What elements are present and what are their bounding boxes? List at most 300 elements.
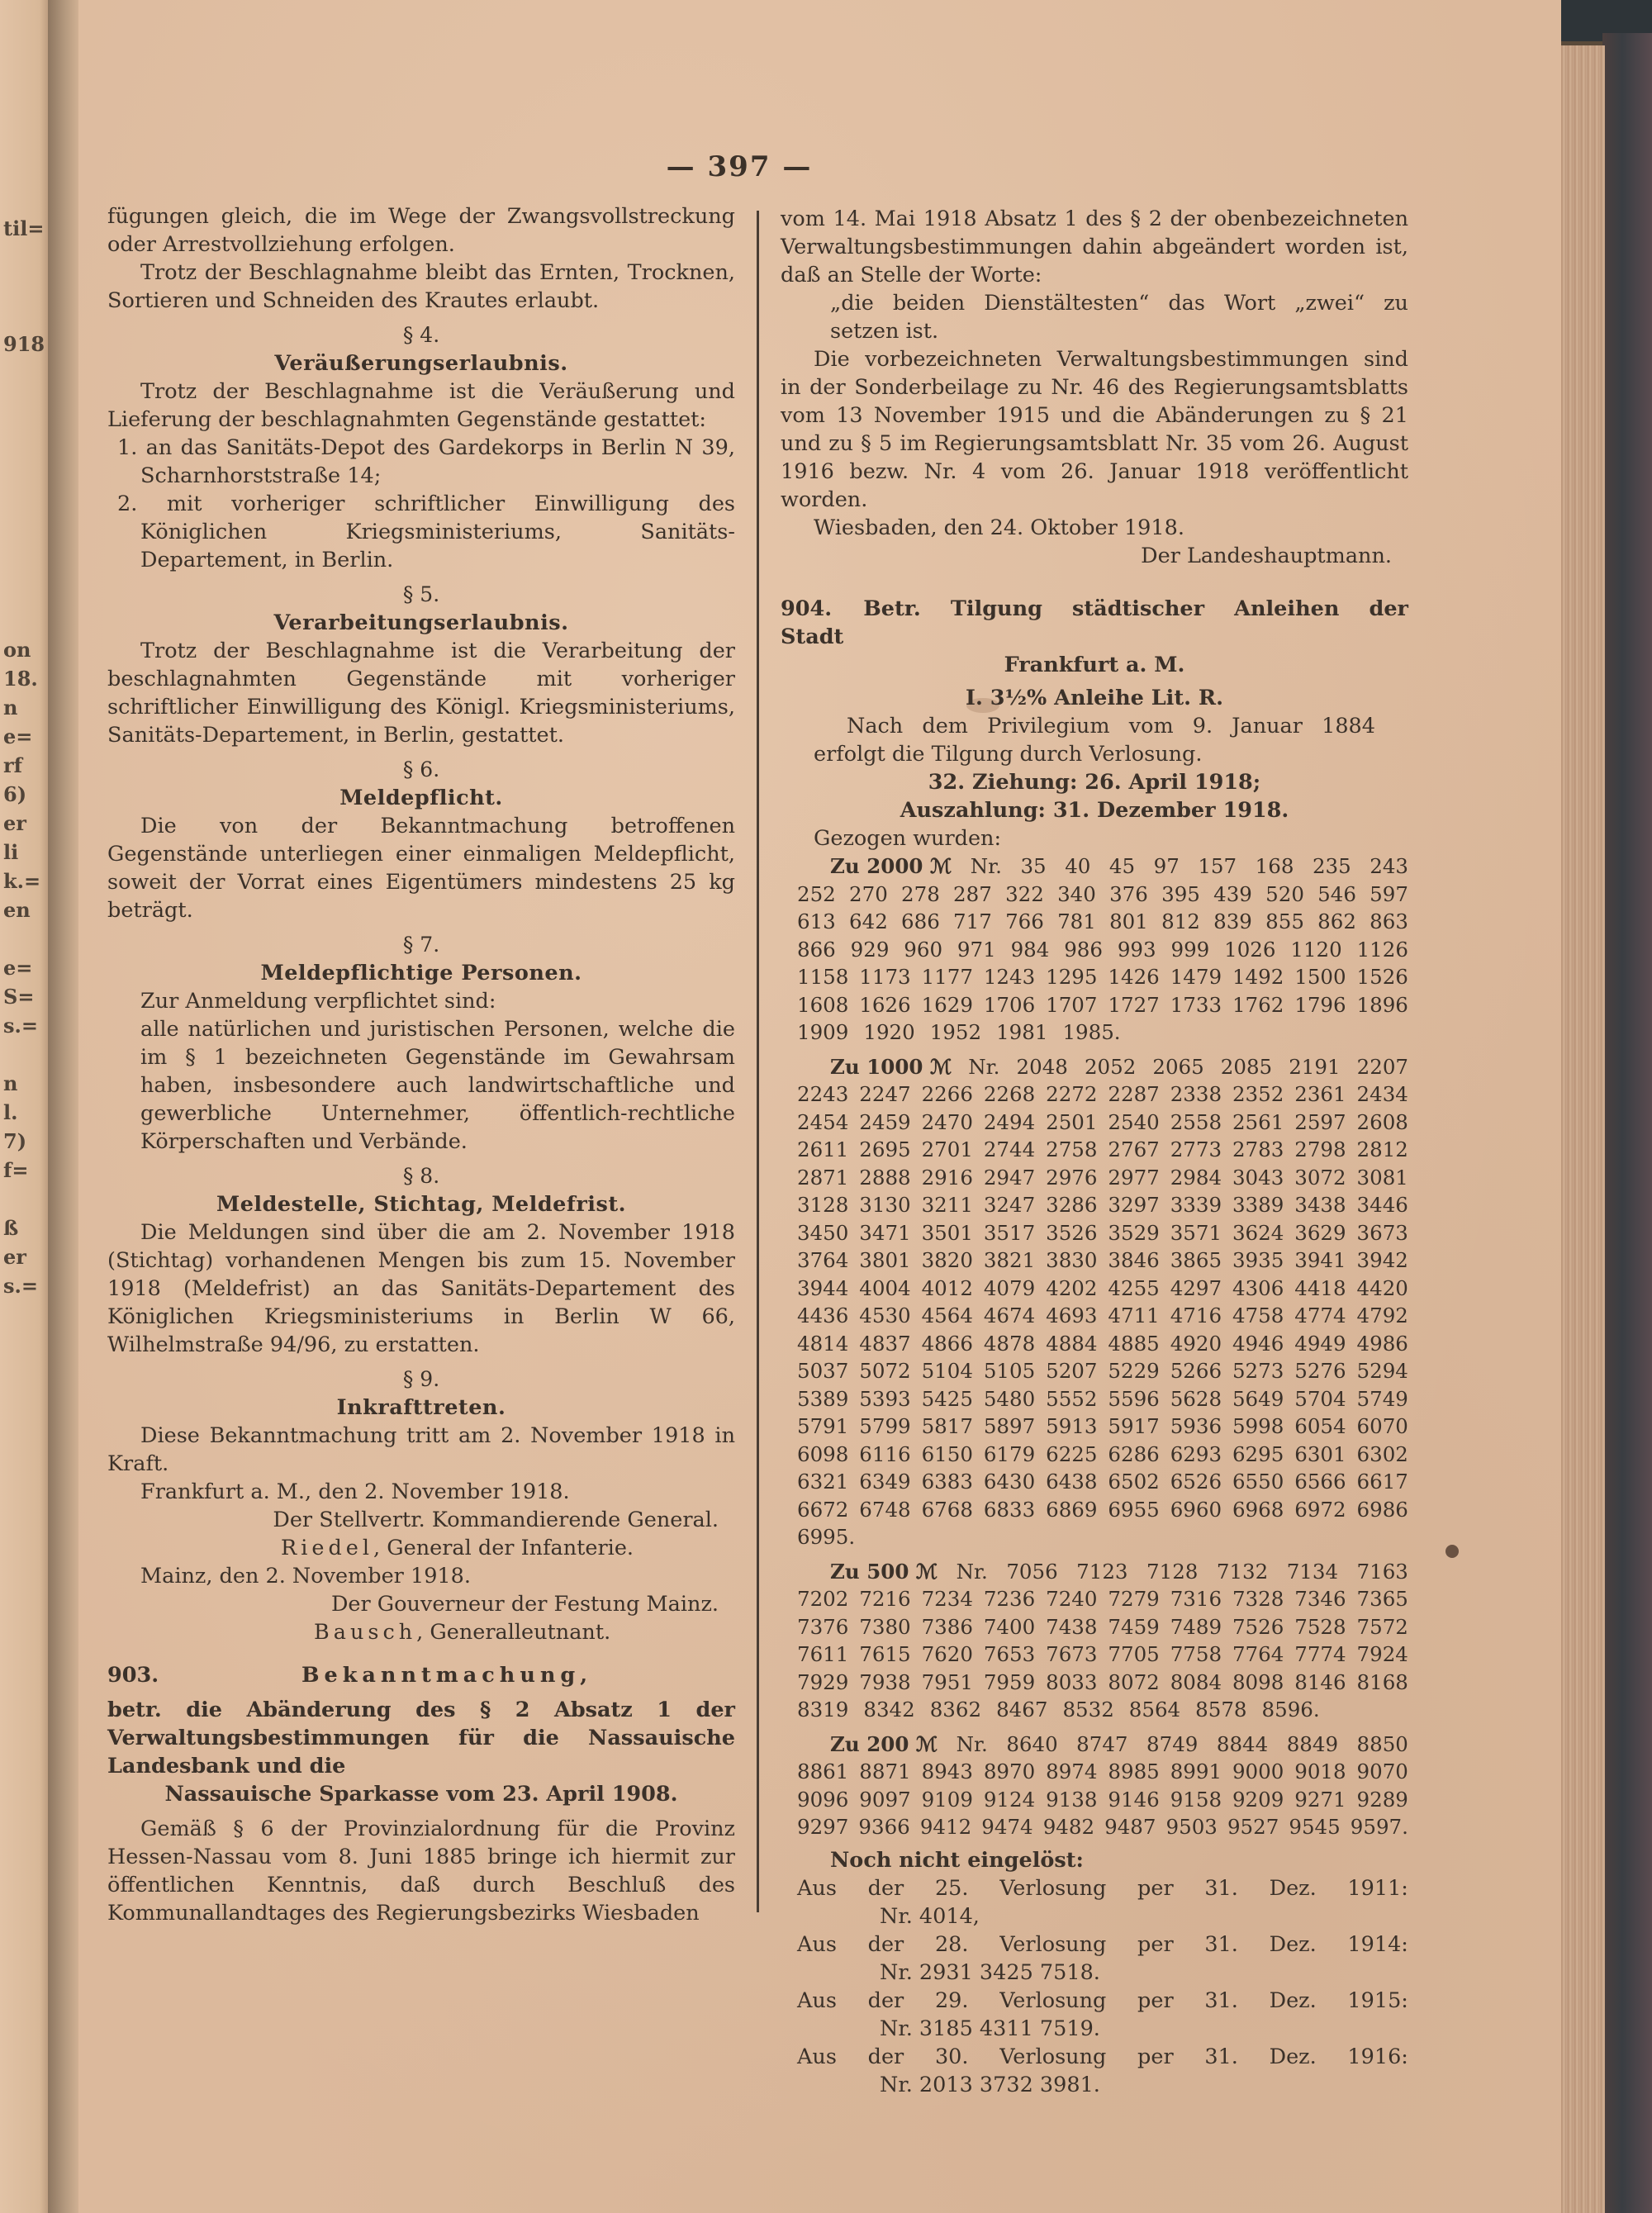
- drawn-number: 8985: [1108, 1759, 1160, 1783]
- drawn-number: 7938: [859, 1669, 911, 1694]
- drawn-number: 2207: [1356, 1054, 1408, 1079]
- drawn-number: 9545: [1289, 1815, 1341, 1839]
- outstanding-item: [781, 2043, 1408, 2099]
- outstanding-word: 1915:: [1347, 1987, 1408, 2013]
- drawn-numbers: [781, 852, 1408, 1841]
- drawn-number: 971: [957, 937, 996, 962]
- outstanding-word: Verlosung: [999, 1931, 1107, 1957]
- nr-label: Nr.: [968, 1054, 1000, 1079]
- drawn-number: 839: [1213, 909, 1252, 933]
- outstanding-word: 1914:: [1347, 1931, 1408, 1957]
- section-title: Veräußerungserlaubnis.: [274, 351, 568, 376]
- denomination-group: [781, 1558, 1408, 1724]
- drawn-number: 5936: [1170, 1414, 1222, 1438]
- drawn-number: 3450: [797, 1220, 849, 1245]
- drawn-number: 1727: [1108, 992, 1160, 1017]
- margin-fragment: e=: [3, 956, 33, 980]
- outstanding-word: 1911:: [1347, 1875, 1408, 1901]
- drawn-number: 3801: [859, 1248, 911, 1272]
- drawn-number: 2191: [1289, 1054, 1341, 1079]
- section-text: Die von der Bekanntmachung betroffenen Gegenstände unterliegen einer einmaligen Meldepflicht, soweit der Vorrat eines Eigentümers mindestens 25 kg beträgt.: [107, 814, 735, 923]
- drawn-number: 7134: [1286, 1559, 1339, 1584]
- number-row: [781, 1136, 1408, 1164]
- drawn-number: 6768: [921, 1497, 973, 1522]
- drawn-number: 8849: [1286, 1731, 1339, 1756]
- signer-name: Riedel: [281, 1536, 374, 1560]
- outstanding-word: 28.: [934, 1931, 969, 1957]
- drawn-number: 3942: [1356, 1248, 1408, 1272]
- drawn-number: 2812: [1356, 1137, 1408, 1161]
- section-number: § 7.: [402, 933, 440, 957]
- drawn-number: 5704: [1294, 1386, 1346, 1411]
- drawn-number: 270: [849, 881, 888, 906]
- book-spine: [1602, 33, 1652, 2213]
- drawn-number: 9597.: [1350, 1815, 1408, 1839]
- margin-fragment: li: [3, 840, 19, 864]
- drawn-number: 3438: [1294, 1193, 1346, 1217]
- drawn-number: 7386: [921, 1614, 973, 1639]
- drawn-number: 5276: [1294, 1359, 1346, 1383]
- drawn-number: 8319: [797, 1698, 849, 1721]
- drawn-number: 5628: [1170, 1386, 1222, 1411]
- drawn-number: 8991: [1170, 1759, 1222, 1783]
- drawn-number: 3517: [983, 1220, 1036, 1245]
- drawn-number: 5389: [797, 1386, 849, 1411]
- continuation-text: vom 14. Mai 1918 Absatz 1 des § 2 der obenbezeichneten Verwaltungsbestimmungen dahin abgeändert worden ist, daß an Stelle der Worte:: [781, 207, 1408, 287]
- intro-text: fügungen gleich, die im Wege der Zwangsvollstreckung oder Arrestvollziehung erfolgen.: [107, 204, 735, 257]
- margin-fragment: n: [3, 1071, 18, 1095]
- drawn-number: 252: [797, 881, 836, 906]
- drawn-number: 9209: [1232, 1787, 1284, 1812]
- drawn-number: 1733: [1170, 992, 1222, 1017]
- outstanding-word: Aus: [797, 2044, 837, 2069]
- drawn-number: 97: [1153, 854, 1180, 878]
- drawn-number: 8362: [929, 1698, 982, 1721]
- outstanding-word: 29.: [934, 1987, 969, 2013]
- drawn-number: 395: [1161, 881, 1200, 906]
- outstanding-word: 31.: [1204, 1875, 1238, 1901]
- drawn-number: 3935: [1232, 1248, 1284, 1272]
- drawn-number: 157: [1198, 854, 1237, 878]
- drawn-number: 4986: [1356, 1331, 1408, 1356]
- drawn-number: 5425: [921, 1386, 973, 1411]
- section-number: § 5.: [402, 582, 440, 606]
- drawn-number: 7673: [1046, 1642, 1098, 1666]
- drawn-number: 4306: [1232, 1275, 1284, 1300]
- drawn-number: 7132: [1216, 1559, 1269, 1584]
- drawn-number: 3673: [1356, 1220, 1408, 1245]
- drawn-number: 2947: [983, 1165, 1036, 1190]
- drawn-number: 6672: [797, 1497, 849, 1522]
- column-divider: [757, 211, 759, 1912]
- previous-page-edge: [0, 0, 50, 2213]
- outstanding-word: Verlosung: [999, 1875, 1107, 1901]
- drawn-number: 5037: [797, 1359, 849, 1383]
- privilege-text: Nach dem Privilegium vom 9. Januar 1884 erfolgt die Tilgung durch Verlosung.: [814, 714, 1375, 767]
- number-row: [781, 1523, 1408, 1551]
- drawn-number: 2558: [1170, 1109, 1222, 1134]
- margin-fragment: s.=: [3, 1014, 38, 1038]
- number-row: [781, 1109, 1408, 1137]
- drawn-number: 5229: [1108, 1359, 1160, 1383]
- loan-title: I. 3½% Anleihe Lit. R.: [966, 686, 1223, 710]
- drawn-number: 9412: [919, 1815, 972, 1839]
- drawn-number: 287: [953, 881, 992, 906]
- drawn-number: 1500: [1294, 965, 1346, 989]
- drawn-number: 8974: [1046, 1759, 1098, 1783]
- drawn-number: 5273: [1232, 1359, 1284, 1383]
- drawn-number: 4418: [1294, 1275, 1346, 1300]
- drawn-number: 5480: [983, 1386, 1036, 1411]
- drawn-number: 235: [1312, 854, 1351, 878]
- entry-number: 903.: [107, 1663, 159, 1688]
- drawn-number: 4564: [921, 1304, 973, 1327]
- drawn-number: 2243: [797, 1082, 849, 1106]
- drawn-number: 4946: [1232, 1331, 1284, 1356]
- margin-fragment: rf: [3, 753, 22, 777]
- drawn-number: 3624: [1232, 1220, 1284, 1245]
- drawn-label: Gezogen wurden:: [814, 826, 1002, 851]
- drawn-number: 1707: [1046, 992, 1098, 1017]
- drawn-number: 243: [1370, 854, 1408, 878]
- drawn-number: 6869: [1046, 1497, 1098, 1522]
- drawn-number: 5072: [859, 1359, 911, 1383]
- margin-fragment: en: [3, 898, 31, 922]
- drawn-number: 546: [1317, 881, 1356, 906]
- drawn-number: 8640: [1006, 1731, 1058, 1756]
- nr-label: Nr.: [970, 854, 1002, 878]
- drawn-number: 4530: [859, 1304, 911, 1327]
- drawn-number: 1981: [996, 1020, 1048, 1044]
- drawn-number: 2744: [983, 1137, 1036, 1161]
- drawn-number: 9271: [1294, 1787, 1346, 1812]
- margin-fragment: f=: [3, 1158, 29, 1182]
- drawn-number: 7163: [1356, 1559, 1408, 1584]
- drawn-number: 6438: [1046, 1470, 1098, 1494]
- drawn-number: 4674: [983, 1304, 1036, 1327]
- drawn-number: 7653: [983, 1642, 1036, 1666]
- drawn-number: 7959: [983, 1669, 1036, 1694]
- outstanding-word: der: [867, 1931, 904, 1957]
- drawn-number: 4079: [983, 1275, 1036, 1300]
- drawn-number: 8168: [1356, 1669, 1408, 1694]
- drawn-number: 8532: [1062, 1698, 1114, 1721]
- drawn-number: 717: [953, 909, 992, 933]
- drawn-number: 1158: [797, 965, 849, 989]
- section-title: Inkrafttreten.: [336, 1395, 506, 1420]
- margin-fragment: 918: [3, 332, 45, 356]
- drawn-number: 9474: [981, 1815, 1033, 1839]
- drawn-number: 7234: [921, 1587, 973, 1611]
- outstanding-word: der: [867, 2044, 904, 2069]
- margin-fragment: ß: [3, 1216, 19, 1240]
- drawn-number: 2540: [1108, 1109, 1160, 1134]
- number-row: [781, 881, 1408, 909]
- drawn-number: 686: [901, 909, 940, 933]
- outstanding-numbers: Nr. 2931 3425 7518.: [880, 1959, 1100, 1985]
- drawn-number: 4774: [1294, 1304, 1346, 1327]
- drawn-number: 2976: [1046, 1165, 1098, 1190]
- drawn-number: 5817: [921, 1414, 973, 1438]
- drawn-number: 6225: [1046, 1441, 1098, 1466]
- drawn-number: 3526: [1046, 1220, 1098, 1245]
- drawn-number: 4693: [1046, 1304, 1098, 1327]
- drawn-number: 6286: [1108, 1441, 1160, 1466]
- entry-subtitle: betr. die Abänderung des § 2 Absatz 1 der Verwaltungsbestimmungen für die Nassauische Landesbank und die: [107, 1698, 735, 1778]
- entry-title: Bekanntmachung,: [301, 1663, 593, 1688]
- drawn-number: 6617: [1356, 1470, 1408, 1494]
- nr-label: Nr.: [956, 1559, 988, 1584]
- drawn-number: 7380: [859, 1614, 911, 1639]
- drawn-number: 993: [1117, 937, 1156, 962]
- drawn-number: 7526: [1232, 1614, 1284, 1639]
- signer-office: Der Gouverneur der Festung Mainz.: [330, 1592, 719, 1617]
- entry-subtitle: Nassauische Sparkasse vom 23. April 1908.: [164, 1782, 678, 1807]
- outstanding-word: der: [867, 1875, 904, 1901]
- drawn-number: 8564: [1128, 1698, 1181, 1721]
- drawn-number: 6150: [921, 1441, 973, 1466]
- number-row: [781, 1786, 1408, 1814]
- drawn-number: 1909: [797, 1020, 849, 1044]
- drawn-number: 6430: [983, 1470, 1036, 1494]
- drawn-number: 1608: [797, 992, 849, 1017]
- drawn-number: 6526: [1170, 1470, 1222, 1494]
- number-row: [781, 1696, 1408, 1724]
- drawn-number: 2597: [1294, 1109, 1346, 1134]
- drawn-number: 6383: [921, 1470, 973, 1494]
- drawn-number: 6349: [859, 1470, 911, 1494]
- drawn-number: 4920: [1170, 1331, 1222, 1356]
- drawn-number: 9503: [1165, 1815, 1218, 1839]
- drawn-number: 999: [1170, 937, 1210, 962]
- drawn-number: 7489: [1170, 1614, 1222, 1639]
- drawn-number: 2065: [1152, 1054, 1204, 1079]
- drawn-number: 8747: [1076, 1731, 1128, 1756]
- margin-fragment: l.: [3, 1100, 18, 1124]
- drawn-number: 7123: [1076, 1559, 1128, 1584]
- drawn-number: 781: [1057, 909, 1096, 933]
- drawn-number: 7758: [1170, 1642, 1222, 1666]
- drawn-number: 9018: [1294, 1759, 1346, 1783]
- drawn-number: 4420: [1356, 1275, 1408, 1300]
- section-text: Zur Anmeldung verpflichtet sind:: [140, 989, 496, 1014]
- drawn-number: 6502: [1108, 1470, 1160, 1494]
- drawn-number: 1629: [921, 992, 973, 1017]
- drawn-number: 7128: [1146, 1559, 1199, 1584]
- number-row: [781, 1669, 1408, 1697]
- section-title: Meldestelle, Stichtag, Meldefrist.: [216, 1192, 627, 1217]
- drawn-number: 1492: [1232, 965, 1284, 989]
- drawn-number: 1426: [1108, 965, 1160, 989]
- quoted-text: „die beiden Dienstältesten“ das Wort „zwei“ zu setzen ist.: [830, 291, 1408, 344]
- drawn-number: 2916: [921, 1165, 973, 1190]
- margin-fragment: er: [3, 1245, 26, 1269]
- drawn-number: 3247: [983, 1193, 1036, 1217]
- entry-903-header: [107, 1661, 735, 1689]
- drawn-number: 1120: [1290, 937, 1342, 962]
- margin-fragment: 7): [3, 1129, 27, 1153]
- number-row: [781, 1413, 1408, 1441]
- drawn-number: 9109: [921, 1787, 973, 1812]
- section-number: § 4.: [402, 323, 440, 347]
- outstanding-numbers: Nr. 4014,: [880, 1903, 980, 1929]
- drawn-number: 4202: [1046, 1275, 1098, 1300]
- drawn-number: 4949: [1294, 1331, 1346, 1356]
- signer-rank: , Generalleutnant.: [416, 1620, 611, 1645]
- drawn-number: 2984: [1170, 1165, 1222, 1190]
- number-row: [781, 991, 1408, 1019]
- drawn-number: 7236: [983, 1587, 1036, 1611]
- drawn-number: 2561: [1232, 1109, 1284, 1134]
- drawn-number: 3865: [1170, 1248, 1222, 1272]
- number-row: [781, 1441, 1408, 1469]
- number-row: [781, 1468, 1408, 1496]
- signer-office: Der Stellvertr. Kommandierende General.: [273, 1508, 719, 1532]
- margin-fragment: er: [3, 811, 26, 835]
- drawn-number: 2266: [921, 1082, 973, 1106]
- outstanding-item: [781, 1874, 1408, 1930]
- drawn-number: 766: [1005, 909, 1044, 933]
- drawn-number: 2501: [1046, 1109, 1098, 1134]
- drawn-number: 4814: [797, 1331, 849, 1356]
- drawn-number: 2268: [983, 1082, 1036, 1106]
- drawn-number: 340: [1057, 881, 1096, 906]
- drawn-number: 7316: [1170, 1587, 1222, 1611]
- outstanding-word: per: [1137, 1875, 1174, 1901]
- section-text: Diese Bekanntmachung tritt am 2. November 1918 in Kraft.: [107, 1423, 735, 1476]
- margin-fragment: e=: [3, 724, 33, 748]
- drawn-number: 6566: [1294, 1470, 1346, 1494]
- outstanding-word: per: [1137, 2044, 1174, 2069]
- drawn-number: 801: [1109, 909, 1148, 933]
- drawn-number: 4255: [1108, 1275, 1160, 1300]
- number-row: [781, 1385, 1408, 1413]
- drawn-number: 7572: [1356, 1614, 1408, 1639]
- drawn-number: 9124: [983, 1787, 1036, 1812]
- drawn-number: 6098: [797, 1441, 849, 1466]
- drawn-number: 2494: [983, 1109, 1036, 1134]
- drawn-number: 6968: [1232, 1497, 1284, 1522]
- drawn-number: 5294: [1356, 1359, 1408, 1383]
- page-number: — 397 —: [666, 150, 813, 183]
- drawn-number: 7924: [1356, 1642, 1408, 1666]
- drawn-number: 2798: [1294, 1137, 1346, 1161]
- drawn-number: 7202: [797, 1587, 849, 1611]
- drawn-number: 2977: [1108, 1165, 1160, 1190]
- drawn-number: 3571: [1170, 1220, 1222, 1245]
- drawn-number: 7400: [983, 1614, 1036, 1639]
- number-row: [781, 908, 1408, 936]
- outstanding-word: Dez.: [1269, 1931, 1317, 1957]
- denomination-label: Zu 200 ℳ: [830, 1731, 938, 1756]
- drawn-number: 2695: [859, 1137, 911, 1161]
- outstanding-word: 31.: [1204, 1987, 1238, 2013]
- drawn-number: 2758: [1046, 1137, 1098, 1161]
- drawn-number: 3339: [1170, 1193, 1222, 1217]
- drawn-number: 2247: [859, 1082, 911, 1106]
- outstanding-list: [781, 1874, 1408, 2099]
- entry-title: Frankfurt a. M.: [1004, 653, 1185, 677]
- number-row: [781, 1813, 1408, 1841]
- drawn-number: 4884: [1046, 1331, 1098, 1356]
- outstanding-word: 31.: [1204, 1931, 1238, 1957]
- number-row: [781, 1164, 1408, 1192]
- denomination-group: [781, 1731, 1408, 1841]
- outstanding-word: Verlosung: [999, 1987, 1107, 2013]
- drawn-number: 5799: [859, 1414, 911, 1438]
- drawn-number: 2085: [1220, 1054, 1273, 1079]
- outstanding-word: der: [867, 1987, 904, 2013]
- drawn-number: 322: [1005, 881, 1044, 906]
- signer-office: Der Landeshauptmann.: [1141, 544, 1392, 568]
- drawn-number: 4866: [921, 1331, 973, 1356]
- number-row: [781, 1191, 1408, 1219]
- drawn-number: 597: [1370, 881, 1408, 906]
- drawn-number: 642: [849, 909, 888, 933]
- drawn-number: 5649: [1232, 1386, 1284, 1411]
- entry-number: 904.: [781, 596, 833, 621]
- ink-blot: [1446, 1545, 1459, 1558]
- number-row: [781, 1247, 1408, 1275]
- number-row: [781, 963, 1408, 991]
- drawn-number: 7620: [921, 1642, 973, 1666]
- drawn-number: 3130: [859, 1193, 911, 1217]
- drawn-number: 8146: [1294, 1669, 1346, 1694]
- drawn-number: 1706: [983, 992, 1036, 1017]
- drawn-number: 9482: [1042, 1815, 1095, 1839]
- drawn-number: 9070: [1356, 1759, 1408, 1783]
- drawn-number: 8970: [983, 1759, 1036, 1783]
- drawn-number: 613: [797, 909, 836, 933]
- margin-fragment: n: [3, 696, 18, 719]
- drawn-number: 8861: [797, 1759, 849, 1783]
- margin-fragment: 18.: [3, 667, 38, 691]
- outstanding-label: Noch nicht eingelöst:: [830, 1847, 1084, 1873]
- drawn-number: 2611: [797, 1137, 849, 1161]
- drawn-number: 2287: [1108, 1082, 1160, 1106]
- drawn-number: 7056: [1006, 1559, 1058, 1584]
- drawn-number: 4711: [1108, 1304, 1160, 1327]
- page-edges: [1559, 45, 1605, 2213]
- place-date: Mainz, den 2. November 1918.: [140, 1564, 471, 1589]
- margin-fragment: s.=: [3, 1274, 38, 1298]
- drawn-number: 986: [1064, 937, 1103, 962]
- section-number: § 9.: [402, 1367, 440, 1391]
- drawn-number: 3211: [921, 1193, 973, 1217]
- margin-fragment: k.=: [3, 869, 41, 893]
- drawn-number: 3830: [1046, 1248, 1098, 1272]
- drawn-number: 7615: [859, 1642, 911, 1666]
- drawn-number: 1295: [1046, 965, 1098, 989]
- margin-fragment: on: [3, 638, 31, 662]
- drawn-number: 1243: [983, 965, 1036, 989]
- denomination-group: [781, 852, 1408, 1047]
- drawn-number: 2459: [859, 1109, 911, 1134]
- drawn-number: 9138: [1046, 1787, 1098, 1812]
- drawn-number: 6748: [859, 1497, 911, 1522]
- outstanding-word: Dez.: [1269, 1987, 1317, 2013]
- drawn-number: 7764: [1232, 1642, 1284, 1666]
- outstanding-numbers: Nr. 3185 4311 7519.: [880, 2016, 1100, 2041]
- outstanding-word: Dez.: [1269, 2044, 1317, 2069]
- drawn-number: 4837: [859, 1331, 911, 1356]
- outstanding-word: 1916:: [1347, 2044, 1408, 2069]
- drawn-number: 2434: [1356, 1082, 1408, 1106]
- drawn-number: 2871: [797, 1165, 849, 1190]
- outstanding-word: 25.: [934, 1875, 969, 1901]
- drawn-number: 40: [1065, 854, 1091, 878]
- drawn-number: 6054: [1294, 1414, 1346, 1438]
